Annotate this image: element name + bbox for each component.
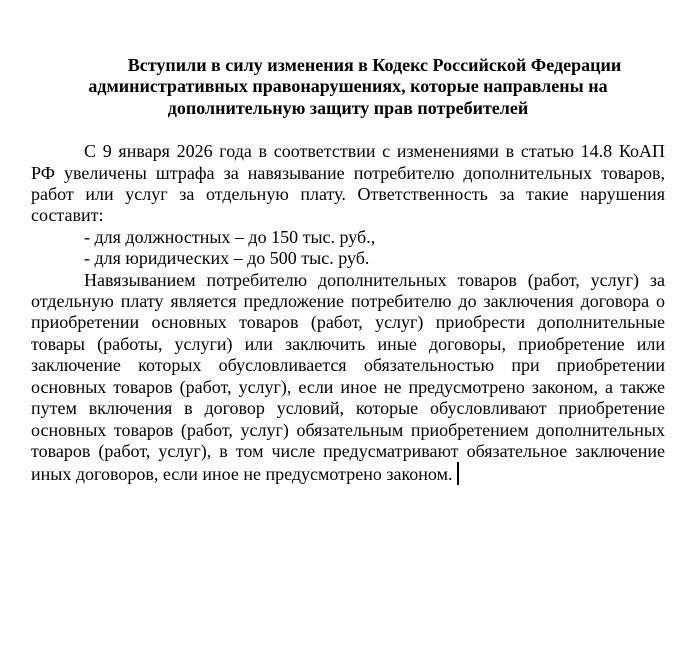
fine-list-item-legal-entities[interactable]: - для юридических – до 500 тыс. руб. bbox=[84, 248, 370, 269]
fine-list-item-officials[interactable]: - для должностных – до 150 тыс. руб., bbox=[84, 226, 376, 247]
main-paragraph[interactable] bbox=[31, 270, 665, 486]
fine-list bbox=[31, 227, 665, 270]
intro-paragraph[interactable]: С 9 января 2026 года в соответствии с изменениями в статью 14.8 КоАП РФ увеличены штрафа за навязывание потребителю дополнительных товаров, работ или услуг за отдельную плату. Ответственность за такие нарушения составит: bbox=[31, 141, 665, 226]
document-title[interactable]: Вступили в силу изменения в Кодекс Российской Федерации административных правонарушениях, которые направлены на дополнительную защиту прав потребителей bbox=[88, 55, 622, 118]
text-cursor bbox=[457, 462, 459, 485]
main-paragraph-text: Навязыванием потребителю дополнительных товаров (работ, услуг) за отдельную плату является предложение потребителю до заключения договора о приобретении основных товаров (работ, услуг) приобрести дополнительные товары (работы, услуги) или заключить иные договоры, приобретение или заключение которых обусловливается обязательностью при приобретении основных товаров (работ, услуг), если иное не предусмотрено законом, а также путем включения в договор условий, которые обусловливают приобретение основных товаров (работ, услуг) обязательным приобретением дополнительных товаров (работ, услуг), в том числе предусматривают обязательное заключение иных договоров, если иное не предусмотрено законом. bbox=[31, 269, 665, 485]
